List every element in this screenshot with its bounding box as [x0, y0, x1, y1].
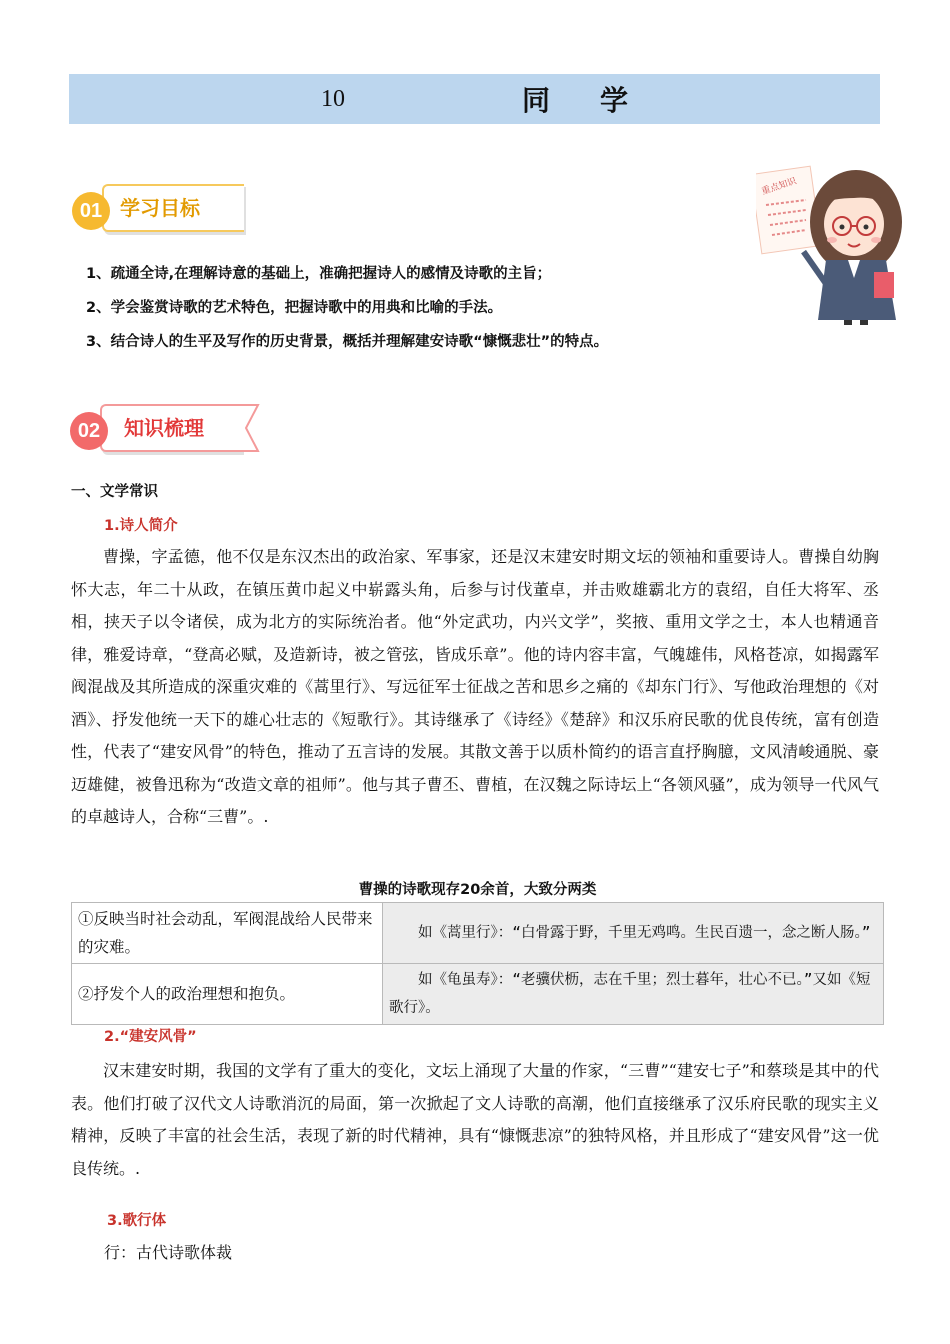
section-badge-knowledge — [70, 404, 250, 452]
goal-item: 1、疏通全诗,在理解诗意的基础上，准确把握诗人的感情及诗歌的主旨； — [86, 266, 552, 282]
teacher-illustration — [756, 160, 906, 325]
section-badge-goals — [72, 184, 252, 232]
table-row — [72, 903, 884, 964]
table-cell-type: ①反映当时社会动乱，军阀混战给人民带来的灾难。 — [72, 903, 383, 964]
section-label: 学习目标 — [120, 196, 200, 220]
table-row — [72, 964, 884, 1025]
lesson-number: 10 — [321, 85, 345, 112]
subheading-jianan: 2.“建安风骨” — [104, 1029, 197, 1045]
section-number: 01 — [72, 192, 110, 230]
table-cell-example: 如《龟虽寿》：“老骥伏枥，志在千里；烈士暮年，壮心不已。”又如《短歌行》。 — [383, 964, 884, 1025]
badge-tag — [100, 404, 242, 452]
poem-category-table — [71, 902, 884, 1025]
paragraph-poet-intro: 曹操，字孟德，他不仅是东汉杰出的政治家、军事家，还是汉末建安时期文坛的领袖和重要诗人。曹操自幼胸怀大志，年二十从政，在镇压黄巾起义中崭露头角，后参与讨伐董卓，并击败雄霸北方的袁绍，自任大将军、丞相，挟天子以令诸侯，成为北方的实际统治者。他“外定武功，内兴文学”，奖掖、重用文学之士，本人也精通音律，雅爱诗章，“登高必赋，及造新诗，被之管弦，皆成乐章”。他的诗内容丰富，气魄雄伟，风格苍凉，如揭露军阀混战及其所造成的深重灾难的《蒿里行》、写远征军士征战之苦和思乡之痛的《却东门行》、写他政治理想的《对酒》、抒发他统一天下的雄心壮志的《短歌行》。其诗继承了《诗经》《楚辞》和汉乐府民歌的优良传统，富有创造性，代表了“建安风骨”的特色，推动了五言诗的发展。其散文善于以质朴简约的语言直抒胸臆，文风清峻通脱、豪迈雄健，被鲁迅称为“改造文章的祖师”。他与其子曹丕、曹植，在汉魏之际诗坛上“各领风骚”，成为领导一代风气的卓越诗人，合称“三曹”。. — [71, 547, 879, 826]
table-cell-type: ②抒发个人的政治理想和抱负。 — [72, 964, 383, 1025]
badge-notch-icon — [242, 404, 260, 452]
table-caption: 曹操的诗歌现存20余首，大致分两类 — [358, 882, 597, 898]
heading-literary-knowledge: 一、文学常识 — [71, 484, 158, 500]
title-bar — [69, 74, 880, 124]
goal-item: 3、结合诗人的生平及写作的历史背景，概括并理解建安诗歌“慷慨悲壮”的特点。 — [86, 334, 609, 350]
section-number: 02 — [70, 412, 108, 450]
subheading-gexing: 3.歌行体 — [107, 1213, 167, 1229]
text-gexing-def: 行：古代诗歌体裁 — [104, 1243, 233, 1262]
board-sign: 重点知识 — [760, 176, 798, 198]
section-label: 知识梳理 — [124, 416, 204, 440]
goal-item: 2、学会鉴赏诗歌的艺术特色，把握诗歌中的用典和比喻的手法。 — [86, 300, 503, 316]
paragraph-jianan: 汉末建安时期，我国的文学有了重大的变化，文坛上涌现了大量的作家，“三曹”“建安七子”和蔡琰是其中的代表。他们打破了汉代文人诗歌消沉的局面，第一次掀起了文人诗歌的高潮，他们直接继承了汉乐府民歌的现实主义精神，反映了丰富的社会生活，表现了新的时代精神，具有“慷慨悲凉”的独特风格，并且形成了“建安风骨”这一优良传统。. — [71, 1061, 879, 1178]
subheading-poet-intro: 1.诗人简介 — [104, 518, 178, 534]
lesson-title: 同学 — [522, 84, 679, 117]
table-cell-example: 如《蒿里行》：“白骨露于野，千里无鸡鸣。生民百遗一，念之断人肠。” — [383, 903, 884, 964]
badge-tag — [102, 184, 244, 232]
